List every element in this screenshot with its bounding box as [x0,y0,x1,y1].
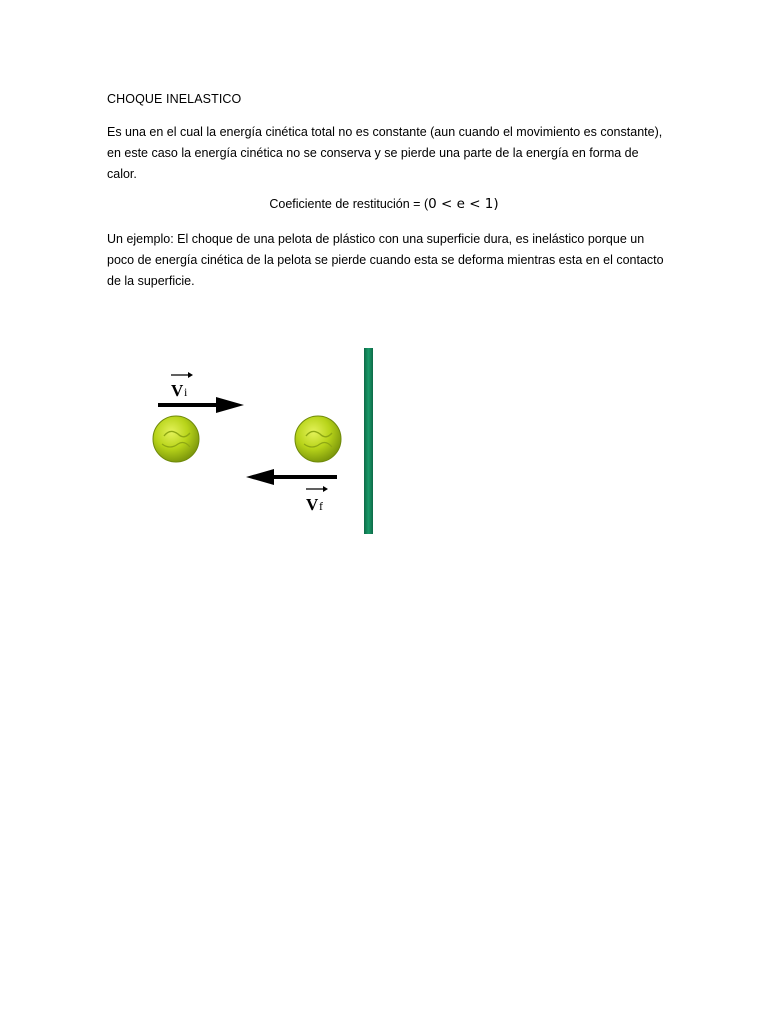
velocity-initial-label [171,372,193,400]
document-heading: CHOQUE INELASTICO [107,92,242,106]
ball-final [295,416,341,462]
paragraph-example: Un ejemplo: El choque de una pelota de plástico con una superficie dura, es inelástico porque un poco de energía cinética de la pelota se pierde cuando esta se deforma mientras esta en el contacto de la superficie. [107,232,664,288]
collision-figure [140,340,400,545]
vf-subscript: f [319,499,323,513]
ball-initial [153,416,199,462]
vi-subscript: i [184,385,188,399]
velocity-final-label [306,486,328,514]
paragraph-definition: Es una en el cual la energía cinética total no es constante (aun cuando el movimiento es constante), en este caso la energía cinética no se conserva y se pierde una parte de la energía en forma de calor. [107,125,663,181]
vector-arrowhead-vi [188,372,193,378]
vi-symbol: V [171,381,184,400]
restitution-formula [0,196,768,212]
vector-arrowhead-vf [323,486,328,492]
collision-diagram [140,340,400,545]
velocity-final-arrow [246,469,337,485]
vf-symbol: V [306,495,319,514]
formula-math: 0 < e < 1) [428,196,499,212]
formula-label: Coeficiente de restitución = ( [269,197,429,211]
wall [364,348,373,534]
